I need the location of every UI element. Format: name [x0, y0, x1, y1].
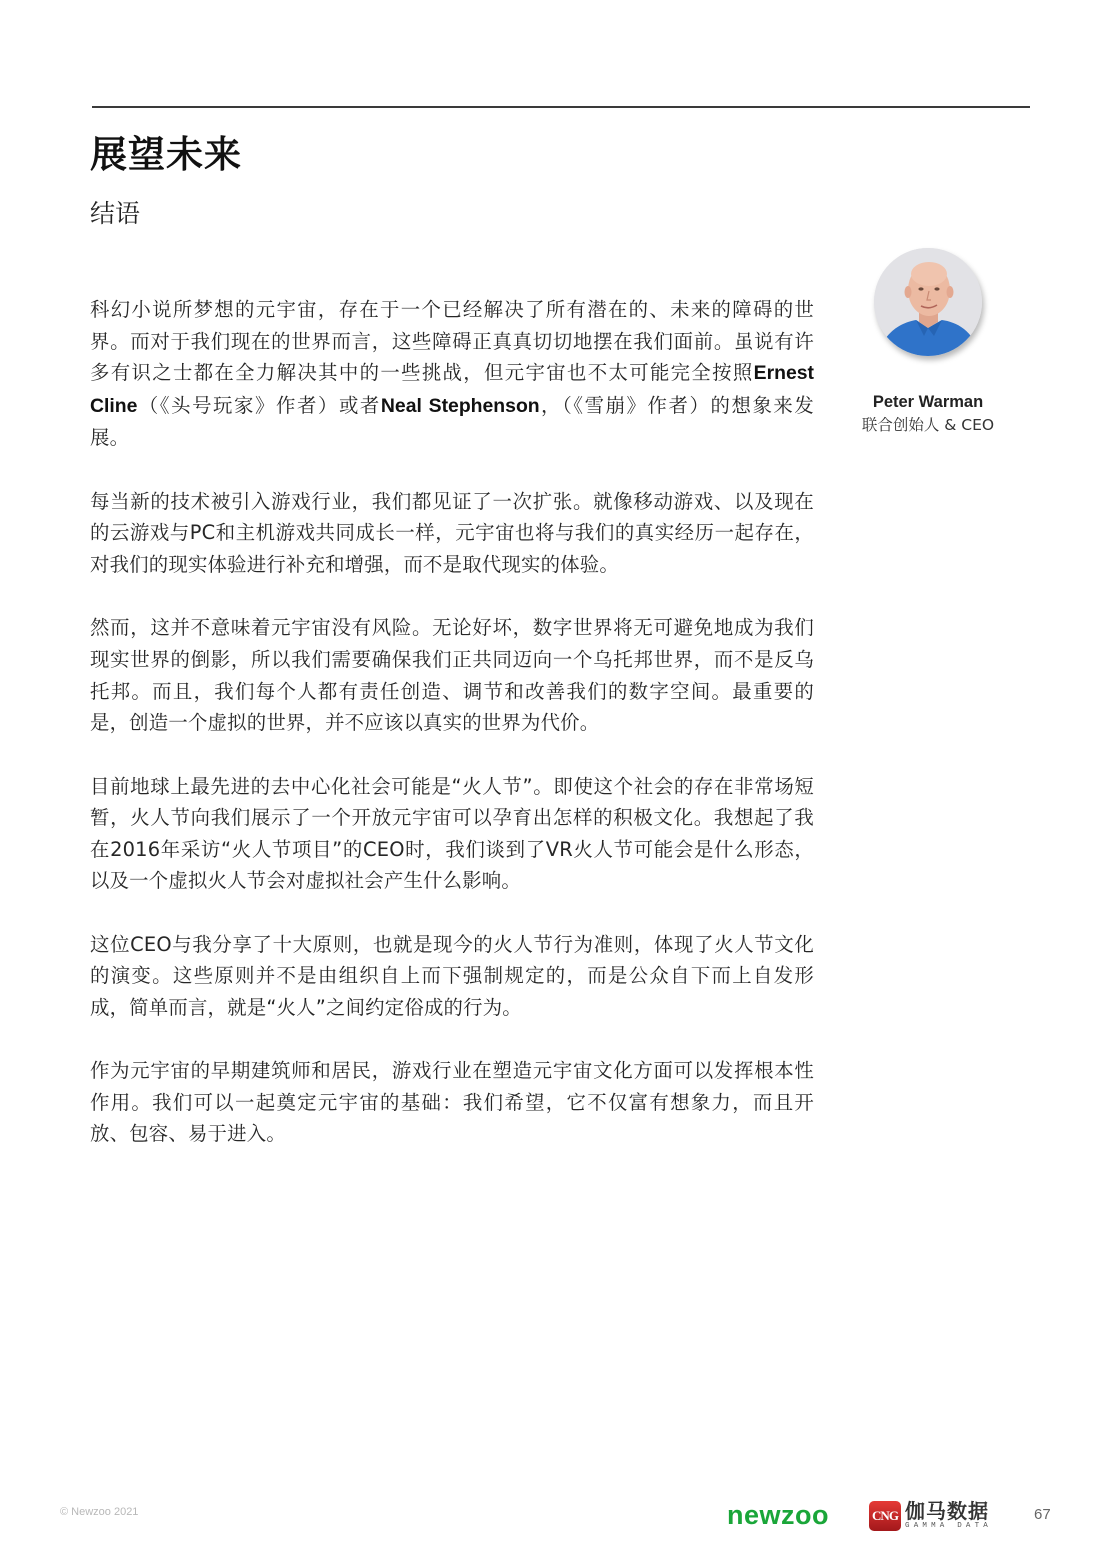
author-name-ernest-cline: Ernest Cline — [90, 362, 814, 417]
page-subtitle: 结语 — [90, 199, 141, 228]
author-name-neal-stephenson: Neal Stephenson — [380, 394, 540, 417]
paragraph — [90, 486, 814, 581]
page-number: 67 — [1034, 1506, 1051, 1523]
gamma-data-logo — [869, 1499, 992, 1533]
gamma-en-text: GAMMA DATA — [905, 1522, 993, 1531]
avatar — [874, 248, 982, 356]
text-segment: ，（《雪崩》作者）的想象来发展。 — [90, 393, 815, 450]
paragraph — [90, 929, 814, 1024]
text-segment: 目前地球上最先进的去中心化社会可能是“火人节”。即使这个社会的存在非常场短暂，火人节向我们展示了一个开放元宇宙可以孕育出怎样的积极文化。我想起了我在2016年采访“火人节项目”的CEO时，我们谈到了VR火人节可能会是什么形态，以及一个虚拟火人节会对虚拟社会产生什么影响。 — [90, 774, 814, 893]
gamma-badge-icon: CNG — [869, 1501, 901, 1531]
text-segment: 每当新的技术被引入游戏行业，我们都见证了一次扩张。就像移动游戏、以及现在的云游戏与PC和主机游戏共同成长一样，元宇宙也将与我们的真实经历一起存在，对我们的现实体验进行补充和增强，而不是取代现实的体验。 — [90, 489, 814, 576]
paragraph — [90, 771, 814, 897]
gamma-logo-text — [905, 1501, 992, 1531]
footer-copyright: © Newzoo 2021 — [60, 1506, 139, 1518]
person-photo-icon — [874, 248, 982, 356]
author-profile — [848, 248, 1008, 436]
newzoo-logo: newzoo — [727, 1500, 829, 1530]
paragraph — [90, 612, 814, 738]
text-segment: 然而，这并不意味着元宇宙没有风险。无论好坏，数字世界将无可避免地成为我们现实世界的倒影，所以我们需要确保我们正共同迈向一个乌托邦世界，而不是反乌托邦。而且，我们每个人都有责任创造、调节和改善我们的数字空间。最重要的是，创造一个虚拟的世界，并不应该以真实的世界为代价。 — [90, 616, 814, 735]
gamma-cn-text: 伽马数据 — [905, 1499, 989, 1524]
text-segment: 科幻小说所梦想的元宇宙，存在于一个已经解决了所有潜在的、未来的障碍的世界。而对于我们现在的世界而言，这些障碍正真真切切地摆在我们面前。虽说有许多有识之士都在全力解决其中的一些挑战，但元宇宙也不太可能完全按照 — [90, 298, 814, 385]
profile-role: 联合创始人 & CEO — [861, 416, 995, 434]
profile-name: Peter Warman — [872, 393, 984, 411]
header-divider — [92, 106, 1030, 108]
page-title: 展望未来 — [90, 133, 242, 176]
text-segment: 这位CEO与我分享了十大原则，也就是现今的火人节行为准则，体现了火人节文化的演变。这些原则并不是由组织自上而下强制规定的，而是公众自下而上自发形成，简单而言，就是“火人”之间约定俗成的行为。 — [90, 932, 814, 1019]
paragraph — [90, 294, 814, 454]
text-segment: 作为元宇宙的早期建筑师和居民，游戏行业在塑造元宇宙文化方面可以发挥根本性作用。我们可以一起奠定元宇宙的基础：我们希望，它不仅富有想象力，而且开放、包容、易于进入。 — [90, 1059, 814, 1146]
text-segment: （《头号玩家》作者）或者 — [137, 393, 381, 417]
paragraph — [90, 1055, 814, 1150]
article-body — [90, 294, 814, 1182]
